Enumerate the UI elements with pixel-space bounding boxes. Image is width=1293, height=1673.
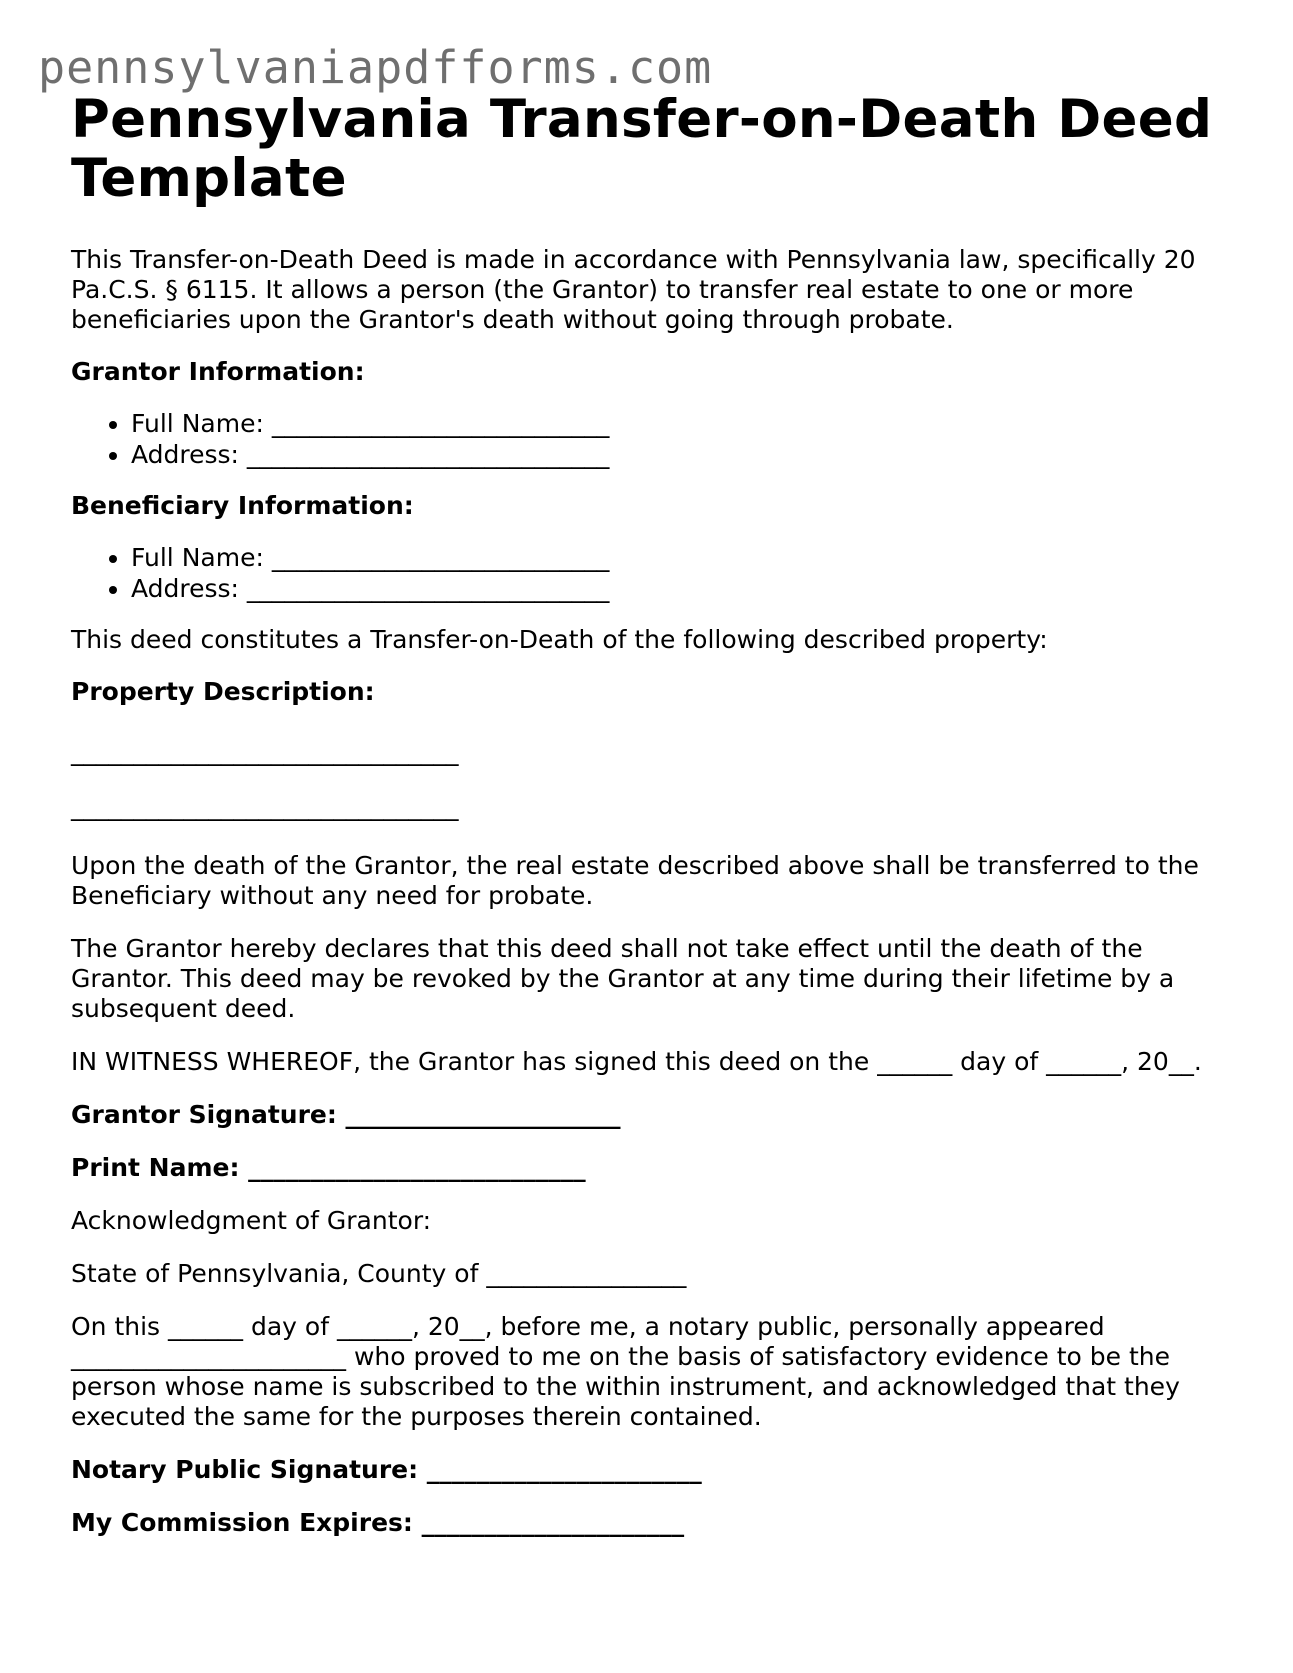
grantor-info-heading: Grantor Information: (71, 357, 365, 386)
witness-paragraph: IN WITNESS WHEREOF, the Grantor has signed this deed on the ______ day of ______, 20__. (71, 1047, 1202, 1076)
grantor-full-name-field: • Full Name: ___________________________ (131, 408, 1231, 439)
beneficiary-info-heading: Beneficiary Information: (71, 491, 414, 520)
declaration-paragraph: The Grantor hereby declares that this deed shall not take effect until the death of the Grantor. This deed may be revoked by the Grantor at any time during their lifetime by a subsequent deed. (71, 934, 1175, 1023)
grantor-signature-line: Grantor Signature: ______________________ (71, 1100, 621, 1129)
beneficiary-full-name-field: • Full Name: ___________________________ (131, 542, 1231, 573)
commission-expires-line: My Commission Expires: _____________________ (71, 1508, 685, 1537)
beneficiary-address-field: • Address: _____________________________ (131, 573, 1231, 604)
watermark-text: pennsylvaniapdfforms.com (38, 41, 713, 94)
grantor-info-list (71, 408, 1231, 470)
notary-statement-paragraph: On this ______ day of ______, 20__, before me, a notary public, personally appeared ______________________ who proved to me on the basis of satisfactory evidence to be the person whose name is subscribed to the within instrument, and acknowledged that they executed the same for the purposes therein contained. (71, 1312, 1180, 1431)
property-intro-paragraph: This deed constitutes a Transfer-on-Death of the following described property: (71, 625, 1048, 654)
deed-document (71, 90, 1231, 1538)
notary-signature-line: Notary Public Signature: ______________________ (71, 1455, 702, 1484)
property-description-line-2: _______________________________ (71, 792, 459, 821)
document-title: Pennsylvania Transfer-on-Death Deed Template (71, 89, 1213, 209)
beneficiary-info-list (71, 542, 1231, 604)
property-description-heading: Property Description: (71, 677, 375, 706)
transfer-clause-paragraph: Upon the death of the Grantor, the real estate described above shall be transferred to the Beneficiary without any need for probate. (71, 851, 1199, 910)
intro-paragraph: This Transfer-on-Death Deed is made in accordance with Pennsylvania law, specifically 20 Pa.C.S. § 6115. It allows a person (the Grantor) to transfer real estate to one or more beneficiaries upon the Grantor's death without going through probate. (71, 245, 1196, 334)
state-county-line: State of Pennsylvania, County of ________________ (71, 1259, 687, 1288)
grantor-address-field: • Address: _____________________________ (131, 439, 1231, 470)
print-name-line: Print Name: ___________________________ (71, 1153, 586, 1182)
acknowledgment-heading: Acknowledgment of Grantor: (71, 1206, 432, 1235)
property-description-line-1: _______________________________ (71, 737, 459, 766)
